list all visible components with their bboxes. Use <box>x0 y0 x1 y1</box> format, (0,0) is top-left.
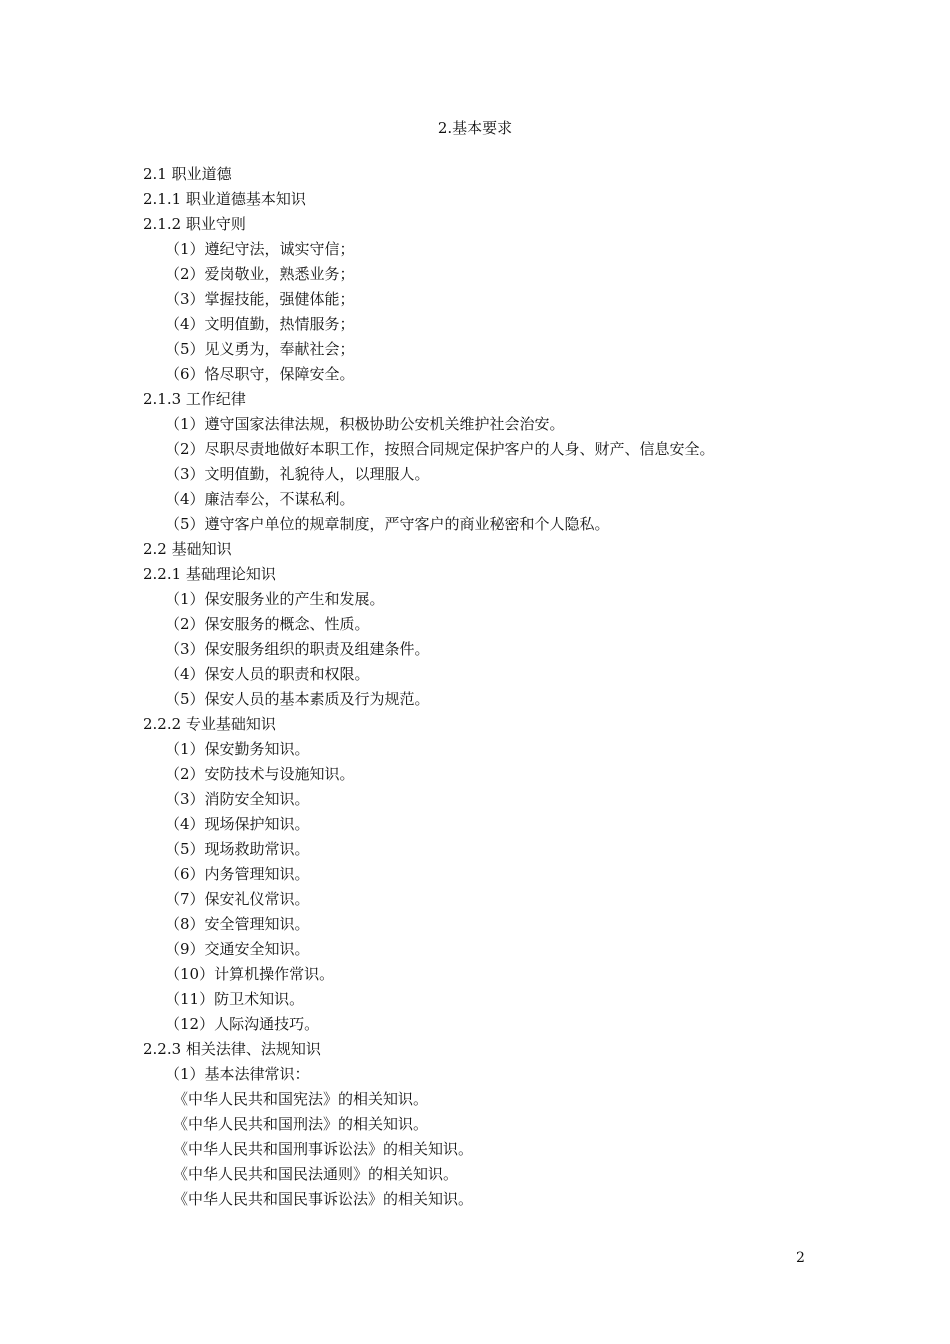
list-item: （3）掌握技能，强健体能； <box>165 290 355 308</box>
list-item: （5）遵守客户单位的规章制度，严守客户的商业秘密和个人隐私。 <box>165 515 610 533</box>
list-item: （4）文明值勤，热情服务； <box>165 315 355 333</box>
list-item: （1）遵纪守法，诚实守信； <box>165 240 355 258</box>
list-item: （6）内务管理知识。 <box>165 865 310 883</box>
section-heading: 2.1.3 工作纪律 <box>143 390 246 408</box>
section-heading: 2.1.2 职业守则 <box>143 215 246 233</box>
list-item: （7）保安礼仪常识。 <box>165 890 310 908</box>
section-heading: 2.2.1 基础理论知识 <box>143 565 276 583</box>
section-heading: 2.2.2 专业基础知识 <box>143 715 276 733</box>
list-item: （1）保安服务业的产生和发展。 <box>165 590 385 608</box>
section-heading: 2.1 职业道德 <box>143 165 232 183</box>
list-item: （4）现场保护知识。 <box>165 815 310 833</box>
list-item: （1）保安勤务知识。 <box>165 740 310 758</box>
list-item: （4）廉洁奉公，不谋私利。 <box>165 490 355 508</box>
list-item: （10）计算机操作常识。 <box>165 965 335 983</box>
list-item: （9）交通安全知识。 <box>165 940 310 958</box>
sub-list-item: 《中华人民共和国民事诉讼法》的相关知识。 <box>173 1190 474 1208</box>
list-item: （3）消防安全知识。 <box>165 790 310 808</box>
list-item: （1）遵守国家法律法规，积极协助公安机关维护社会治安。 <box>165 415 565 433</box>
list-item: （5）见义勇为，奉献社会； <box>165 340 355 358</box>
list-item: （6）恪尽职守，保障安全。 <box>165 365 355 383</box>
list-item: （5）现场救助常识。 <box>165 840 310 858</box>
sub-list-item: 《中华人民共和国刑事诉讼法》的相关知识。 <box>173 1140 474 1158</box>
list-item: （2）保安服务的概念、性质。 <box>165 615 370 633</box>
list-item: （4）保安人员的职责和权限。 <box>165 665 370 683</box>
list-item: （11）防卫术知识。 <box>165 990 305 1008</box>
list-item: （8）安全管理知识。 <box>165 915 310 933</box>
section-heading: 2.2.3 相关法律、法规知识 <box>143 1040 321 1058</box>
list-item: （5）保安人员的基本素质及行为规范。 <box>165 690 430 708</box>
section-heading: 2.2 基础知识 <box>143 540 232 558</box>
list-item: （1）基本法律常识： <box>165 1065 310 1083</box>
sub-list-item: 《中华人民共和国宪法》的相关知识。 <box>173 1090 429 1108</box>
sub-list-item: 《中华人民共和国刑法》的相关知识。 <box>173 1115 429 1133</box>
list-item: （3）保安服务组织的职责及组建条件。 <box>165 640 430 658</box>
list-item: （2）尽职尽责地做好本职工作，按照合同规定保护客户的人身、财产、信息安全。 <box>165 440 715 458</box>
page-number: 2 <box>796 1250 805 1266</box>
list-item: （12）人际沟通技巧。 <box>165 1015 320 1033</box>
section-content <box>143 162 843 1212</box>
sub-list-item: 《中华人民共和国民法通则》的相关知识。 <box>173 1165 459 1183</box>
list-item: （2）安防技术与设施知识。 <box>165 765 355 783</box>
list-item: （2）爱岗敬业，熟悉业务； <box>165 265 355 283</box>
section-title: 2.基本要求 <box>437 119 513 137</box>
section-heading: 2.1.1 职业道德基本知识 <box>143 190 306 208</box>
list-item: （3）文明值勤，礼貌待人，以理服人。 <box>165 465 430 483</box>
